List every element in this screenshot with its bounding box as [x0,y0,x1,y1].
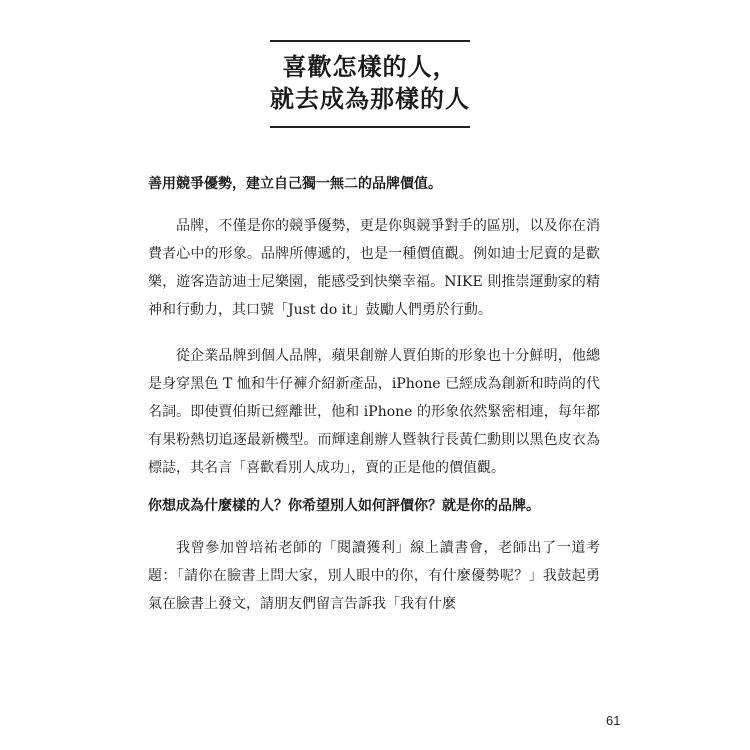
section-heading-1: 善用競爭優勢，建立自己獨一無二的品牌價值。 [148,176,442,192]
chapter-title-line-1: 喜歡怎樣的人， [282,52,458,81]
title-rule-top [270,40,470,42]
body-text [148,170,600,618]
chapter-title-block [270,40,470,130]
paragraph-1: 品牌，不僅是你的競爭優勢，更是你與競爭對手的區別，以及你在消費者心中的形象。品牌所傳遞的，也是一種價值觀。例如迪士尼賣的是歡樂，遊客造訪迪士尼樂園，能感受到快樂幸福。NIKE 則推崇運動家的精神和行動力，其口號「Just do it」鼓勵人們勇於行動。 [148,218,600,318]
paragraph-2: 從企業品牌到個人品牌，蘋果創辦人賈伯斯的形象也十分鮮明，他總是身穿黑色 T 恤和牛仔褲介紹新產品，iPhone 已經成為創新和時尚的代名詞。即使賈伯斯已經離世，他和 iPhone 的形象依然緊密相連，每年都有果粉熱切追逐最新機型。而輝達創辦人暨執行長黃仁勳則以黑色皮衣為標誌，其名言「喜歡看別人成功」，賣的正是他的價值觀。 [148,348,600,476]
section-heading-2: 你想成為什麼樣的人？你希望別人如何評價你？就是你的品牌。 [148,498,540,514]
title-rule-bottom [270,126,470,128]
page-number: 61 [606,713,621,728]
paragraph-3: 我曾參加曾培祐老師的「閱讀獲利」線上讀書會，老師出了一道考題：「請你在臉書上問大家，別人眼中的你，有什麼優勢呢？」我鼓起勇氣在臉書上發文，請朋友們留言告訴我「我有什麼 [148,540,600,612]
chapter-title-line-2: 就去成為那樣的人 [270,84,470,113]
